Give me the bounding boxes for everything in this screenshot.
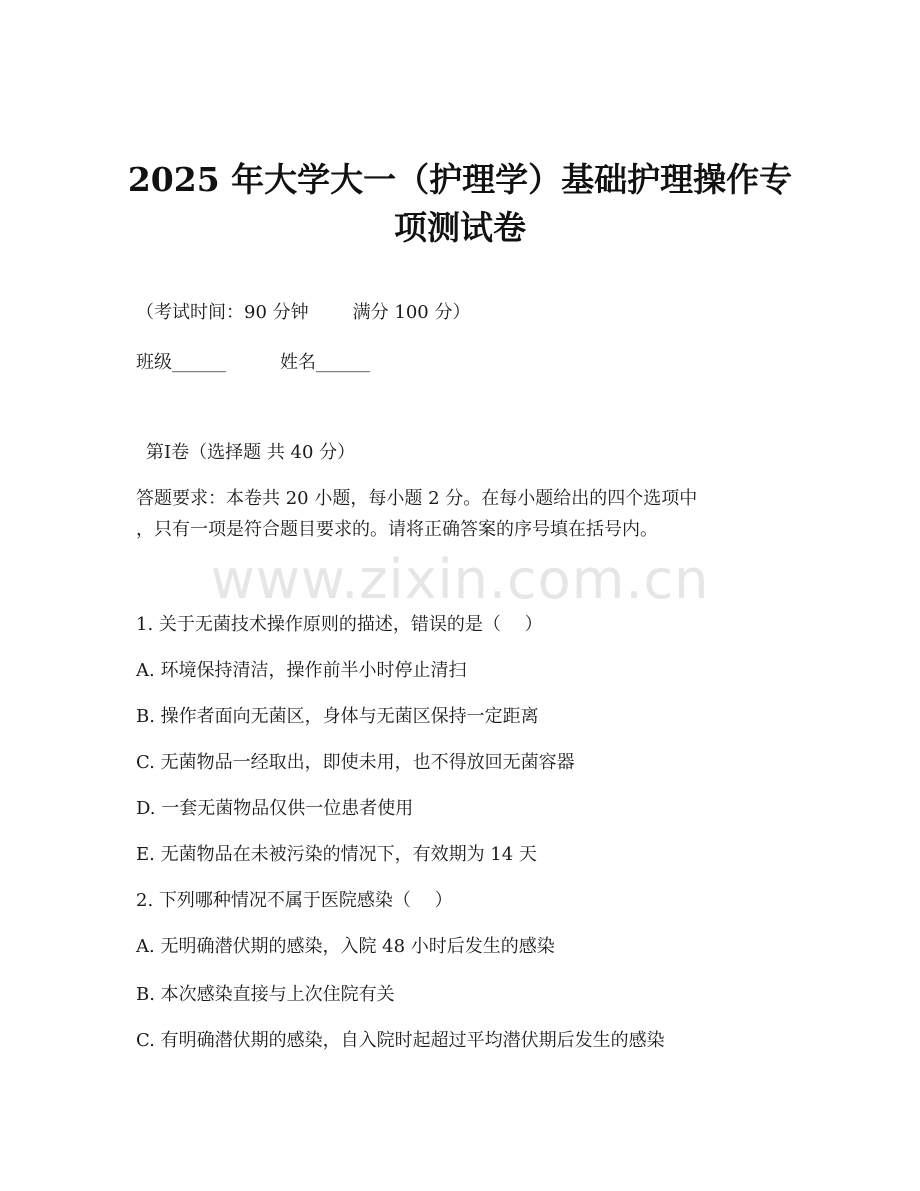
- question-1-option-c: C. 无菌物品一经取出，即使未用，也不得放回无菌容器: [136, 752, 575, 773]
- exam-title-line-1: 2025 年大学大一（护理学）基础护理操作专: [127, 160, 793, 199]
- instructions-line-2: ，只有一项是符合题目要求的。请将正确答案的序号填在括号内。: [136, 519, 658, 540]
- student-info: [136, 350, 370, 376]
- instructions-line-1: 答题要求：本卷共 20 小题，每小题 2 分。在每小题给出的四个选项中: [136, 488, 698, 509]
- watermark: www.zixin.com.cn: [210, 548, 710, 611]
- section-heading: 第Ⅰ卷（选择题 共 40 分）: [146, 442, 356, 463]
- exam-title-line-2: 项测试卷: [394, 208, 526, 247]
- class-field[interactable]: 班级______: [136, 352, 226, 373]
- question-1-stem: 1. 关于无菌技术操作原则的描述，错误的是（ ）: [136, 614, 543, 635]
- question-2-option-a: A. 无明确潜伏期的感染，入院 48 小时后发生的感染: [136, 936, 555, 957]
- question-2-option-c: C. 有明确潜伏期的感染，自入院时起超过平均潜伏期后发生的感染: [136, 1030, 665, 1051]
- exam-time: （考试时间：90 分钟: [136, 302, 309, 323]
- question-1-option-b: B. 操作者面向无菌区，身体与无菌区保持一定距离: [136, 706, 539, 727]
- question-1-option-a: A. 环境保持清洁，操作前半小时停止清扫: [136, 660, 467, 681]
- name-field[interactable]: 姓名______: [280, 352, 370, 373]
- exam-full-score: 满分 100 分）: [352, 302, 471, 323]
- question-1-option-d: D. 一套无菌物品仅供一位患者使用: [136, 798, 414, 819]
- question-2-stem: 2. 下列哪种情况不属于医院感染（ ）: [136, 890, 453, 911]
- question-2-option-b: B. 本次感染直接与上次住院有关: [136, 984, 395, 1005]
- question-1-option-e: E. 无菌物品在未被污染的情况下，有效期为 14 天: [136, 844, 537, 865]
- exam-info: [136, 300, 470, 326]
